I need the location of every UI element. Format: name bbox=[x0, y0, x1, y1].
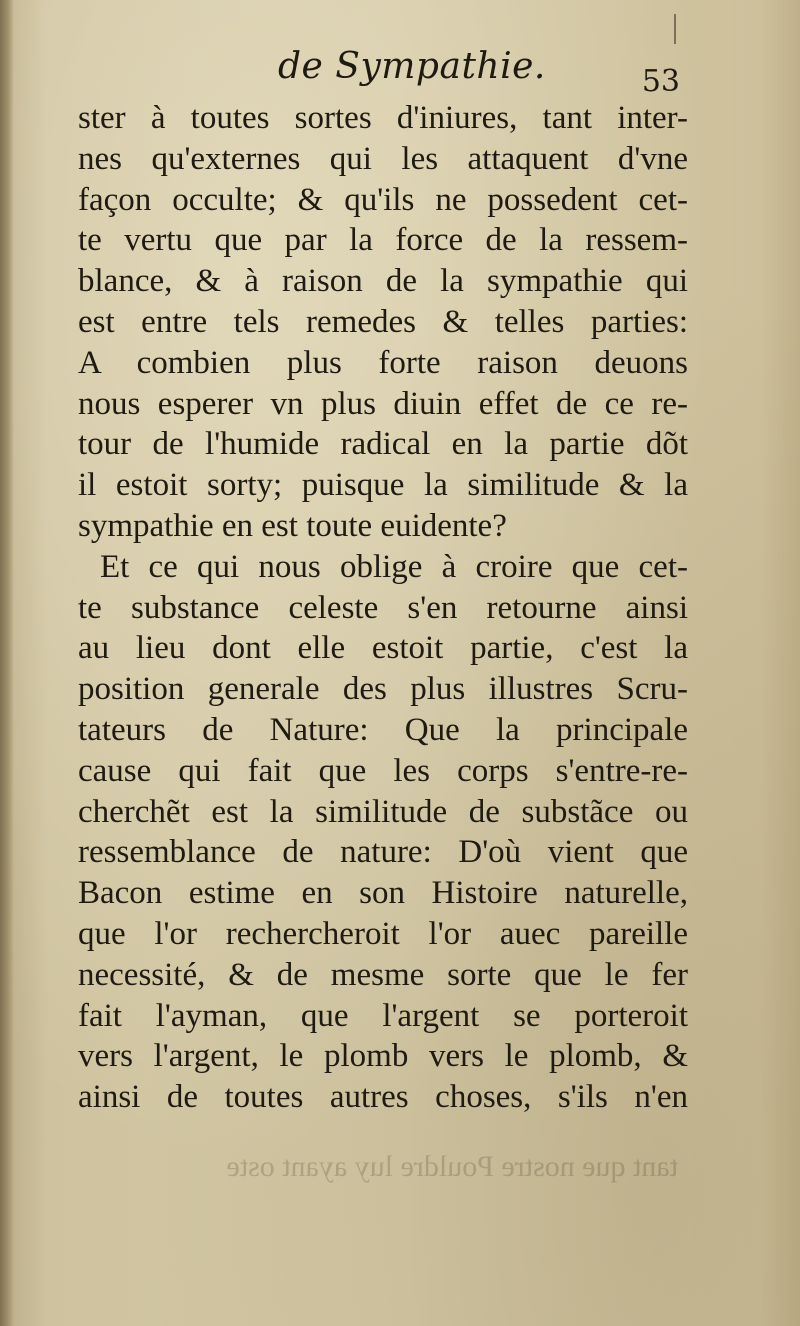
text-line: tour de l'humide radical en la partie dõt bbox=[78, 426, 688, 463]
text-line: blance, & à raison de la sympathie qui bbox=[78, 263, 688, 300]
text-line: position generale des plus illustres Scru- bbox=[78, 671, 688, 708]
text-line: te substance celeste s'en retourne ainsi bbox=[78, 589, 688, 626]
text-line: fait l'ayman, que l'argent se porteroit bbox=[78, 997, 688, 1034]
page-number: 53 bbox=[641, 64, 680, 99]
text-line: te vertu que par la force de la ressem- bbox=[78, 222, 688, 259]
text-line: ressemblance de nature: D'où vient que bbox=[78, 834, 688, 871]
ink-mark bbox=[674, 14, 676, 44]
text-line: vers l'argent, le plomb vers le plomb, & bbox=[78, 1038, 688, 1075]
text-line: sympathie en est toute euidente? bbox=[78, 507, 507, 544]
text-line: ster à toutes sortes d'iniures, tant inter- bbox=[78, 100, 688, 136]
text-line: Bacon estime en son Histoire naturelle, bbox=[78, 875, 688, 912]
paragraph-2 bbox=[78, 547, 688, 1118]
text-line: au lieu dont elle estoit partie, c'est la bbox=[78, 630, 688, 667]
text-line: cause qui fait que les corps s'entre-re- bbox=[78, 752, 688, 789]
body-text bbox=[78, 98, 688, 1118]
text-line: nous esperer vn plus diuin effet de ce re- bbox=[78, 385, 688, 422]
text-line: que l'or rechercheroit l'or auec pareille bbox=[78, 915, 688, 952]
page-gutter bbox=[0, 0, 14, 1326]
text-line: il estoit sorty; puisque la similitude & la bbox=[78, 467, 688, 504]
text-line: nes qu'externes qui les attaquent d'vne bbox=[78, 140, 688, 177]
page-header bbox=[78, 42, 688, 102]
bleed-through-text: tant que nostre Pouldre luy ayant oste bbox=[226, 1150, 678, 1183]
text-line: façon occulte; & qu'ils ne possedent cet- bbox=[78, 181, 688, 218]
text-line: A combien plus forte raison deuons bbox=[78, 344, 688, 381]
text-line: Et ce qui nous oblige à croire que cet- bbox=[100, 548, 688, 585]
text-line: tateurs de Nature: Que la principale bbox=[78, 711, 688, 748]
paragraph-1 bbox=[78, 98, 688, 547]
text-line: est entre tels remedes & telles parties: bbox=[78, 303, 688, 340]
text-line: necessité, & de mesme sorte que le fer bbox=[78, 956, 688, 993]
text-line: cherchẽt est la similitude de substãce ou bbox=[78, 793, 688, 830]
text-line: ainsi de toutes autres choses, s'ils n'en bbox=[78, 1079, 688, 1116]
running-head: de Sympathie. bbox=[278, 46, 546, 87]
